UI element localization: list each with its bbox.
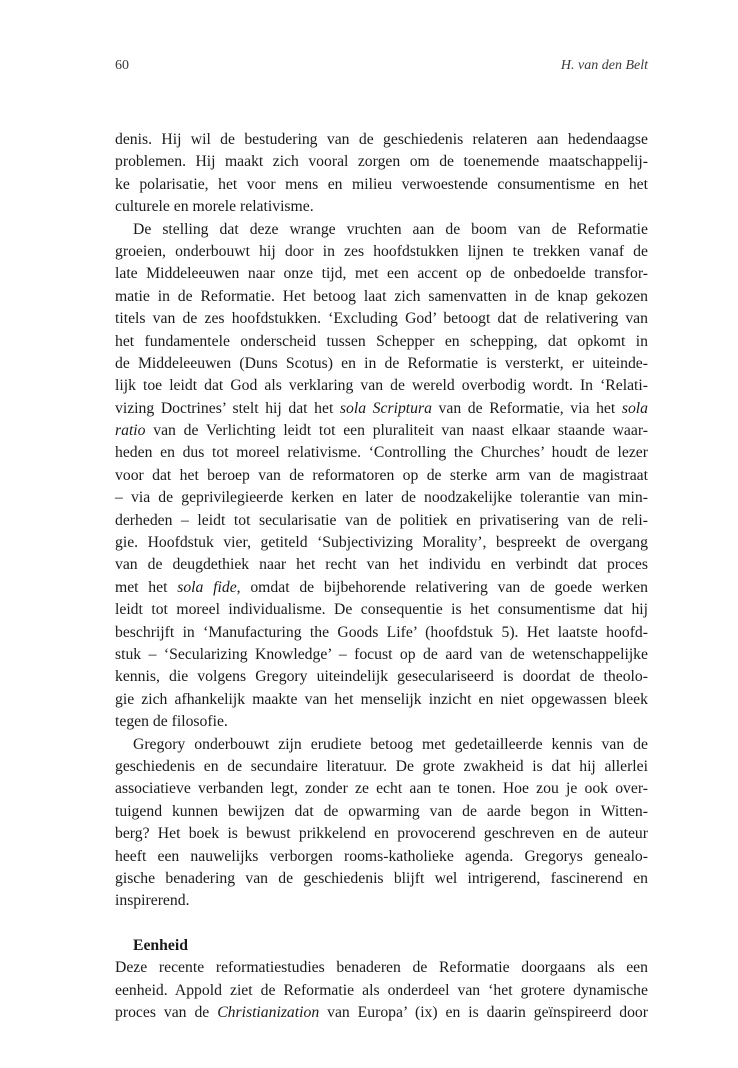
- italic-term: ratio: [115, 422, 146, 440]
- text-line: problemen. Hij maakt zich vooral zorgen om de toenemende maatschappelij-: [115, 153, 648, 171]
- text-line: late Middeleeuwen naar onze tijd, met een accent op de onbedoelde transfor-: [115, 265, 648, 283]
- text-run: van de Reformatie, via het: [431, 399, 622, 417]
- text-line: derheden – leidt tot secularisatie van de politiek en privatisering van de reli-: [115, 511, 648, 529]
- text-line: voor dat het beroep van de reformatoren op de sterke arm van de magistraat: [115, 466, 648, 484]
- text-line: [115, 1002, 648, 1024]
- text-line: gie. Hoofdstuk vier, getiteld ‘Subjectivizing Morality’, bespreekt de overgang: [115, 534, 648, 552]
- page-header: [115, 58, 648, 80]
- text-line: heden en dus tot moreel relativisme. ‘Controlling the Churches’ houdt de lezer: [115, 444, 648, 462]
- text-line: de Middeleeuwen (Duns Scotus) en in de Reformatie is versterkt, er uiteinde-: [115, 354, 648, 372]
- italic-term: Christianization: [217, 1004, 320, 1022]
- text-line: [115, 398, 648, 420]
- text-line: associatieve verbanden legt, zonder ze echt aan te tonen. Hoe zou je ook over-: [115, 780, 648, 798]
- paragraph-2: [115, 219, 648, 734]
- text-run: van Europa’ (ix) en is daarin geïnspireerd door: [319, 1004, 649, 1022]
- text-line: tuigend kunnen bewijzen dat de opwarming van de aarde begon in Witten-: [115, 802, 648, 820]
- text-line: berg? Het boek is bewust prikkelend en provocerend geschreven en de auteur: [115, 825, 648, 843]
- text-line: lijk toe leidt dat God als verklaring van de wereld overbodig wordt. In ‘Relati-: [115, 377, 648, 395]
- text-line: [115, 420, 648, 442]
- page-number: 60: [115, 58, 129, 73]
- text-line: De stelling dat deze wrange vruchten aan de boom van de Reformatie: [133, 220, 648, 238]
- text-line: heeft een nauwelijks verborgen rooms-katholieke agenda. Gregorys genealo-: [115, 847, 648, 865]
- text-line: denis. Hij wil de bestudering van de geschiedenis relateren aan hedendaagse: [115, 131, 648, 148]
- text-line: Gregory onderbouwt zijn erudiete betoog met gedetailleerde kennis van de: [133, 735, 648, 753]
- text-line: Deze recente reformatiestudies benaderen de Reformatie doorgaans als een: [115, 959, 648, 977]
- section-gap: [115, 913, 648, 935]
- text-run: vizing Doctrines’ stelt hij dat het: [115, 399, 340, 417]
- text-line: geschiedenis en de secundaire literatuur. De grote zwakheid is dat hij allerlei: [115, 757, 648, 775]
- text-line: kennis, die volgens Gregory uiteindelijk geseculariseerd is doordat de theolo-: [115, 668, 648, 686]
- text-line: titels van de zes hoofdstukken. ‘Excluding God’ betoogt dat de relativering van: [115, 310, 648, 328]
- text-line: gie zich afhankelijk maakte van het menselijk inzicht en niet opgewassen bleek: [115, 690, 648, 708]
- text-line: eenheid. Appold ziet de Reformatie als onderdeel van ‘het grotere dynamische: [115, 981, 648, 999]
- text-line: ke polarisatie, het voor mens en milieu verwoestende consumentisme en het: [115, 175, 648, 193]
- text-line: groeien, onderbouwt hij door in zes hoofdstukken lijnen te trekken vanaf de: [115, 242, 648, 260]
- text-line: gische benadering van de geschiedenis blijft wel intrigerend, fascinerend en: [115, 869, 648, 887]
- text-line: stuk – ‘Secularizing Knowledge’ – focust op de aard van de wetenschappelijke: [115, 645, 648, 663]
- text-line: – via de geprivilegieerde kerken en later de noodzakelijke tolerantie van min-: [115, 489, 648, 507]
- text-line: beschrijft in ‘Manufacturing the Goods Life’ (hoofdstuk 5). Het laatste hoofd-: [115, 623, 648, 641]
- italic-term: sola: [621, 399, 649, 417]
- text-run: met het: [115, 578, 178, 596]
- text-line: van de deugdethiek naar het recht van het individu en verbindt dat proces: [115, 556, 648, 574]
- text-line: inspirerend.: [115, 892, 190, 910]
- section-heading: Eenheid: [133, 937, 188, 955]
- text-line: het fundamentele onderscheid tussen Schepper en schepping, dat opkomt in: [115, 332, 648, 350]
- text-line: leidt tot moreel individualisme. De consequentie is het consumentisme dat hij: [115, 601, 648, 619]
- paragraph-4: [115, 957, 648, 1024]
- italic-term: sola fide: [177, 578, 237, 596]
- paragraph-1: [115, 129, 648, 219]
- text-run: proces van de: [115, 1004, 218, 1022]
- paragraph-3: [115, 734, 648, 913]
- italic-term: sola Scriptura: [339, 399, 432, 417]
- text-run: , omdat de bijbehorende relativering van de goede werken: [236, 578, 648, 596]
- running-head: H. van den Belt: [560, 58, 648, 73]
- body-text: [115, 129, 648, 1025]
- text-run: van de Verlichting leidt tot een pluraliteit van naast elkaar staande waar-: [145, 422, 648, 440]
- text-line: culturele en morele relativisme.: [115, 198, 314, 216]
- text-line: matie in de Reformatie. Het betoog laat zich samenvatten in de knap gekozen: [115, 287, 648, 305]
- text-line: tegen de filosofie.: [115, 713, 228, 731]
- text-line: [115, 577, 648, 599]
